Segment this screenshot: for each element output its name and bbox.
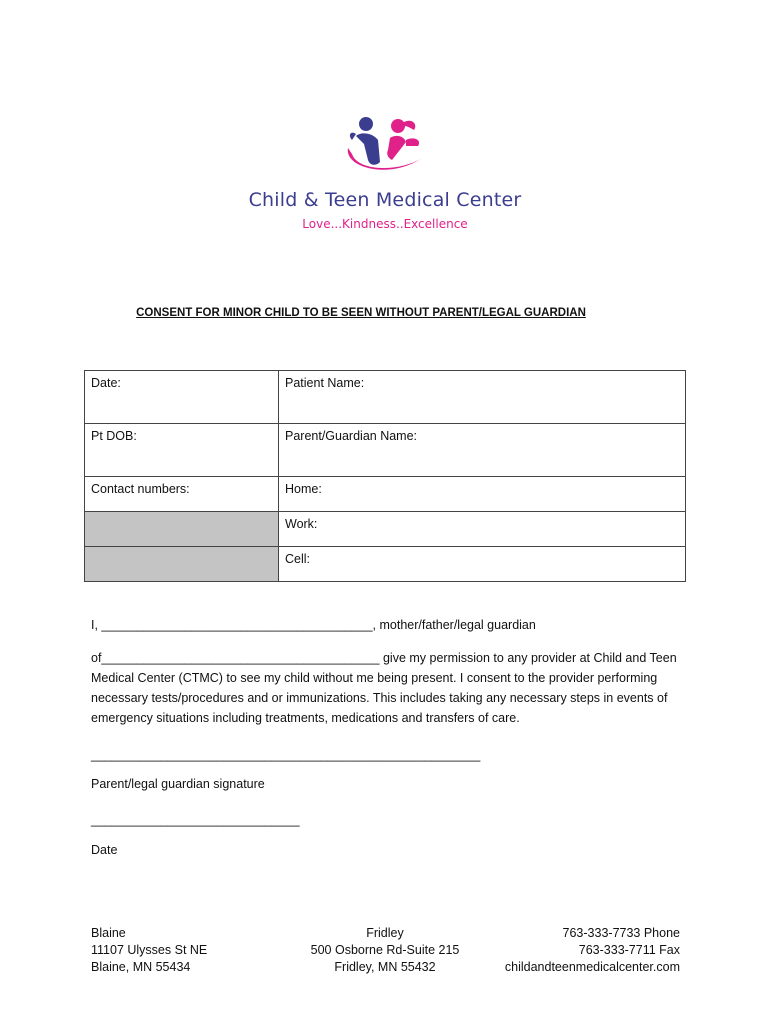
form-title: CONSENT FOR MINOR CHILD TO BE SEEN WITHOUT PARENT/LEGAL GUARDIAN — [136, 307, 586, 319]
date-label: Date — [91, 843, 118, 857]
guardian-name-line[interactable]: I, _______________________________________, mother/father/legal guardian — [91, 618, 536, 632]
consent-paragraph: of________________________________________ give my permission to any provider at Child and Teen Medical Center (CTMC) to see my child without me being present. I consent to the provider performing necessary tests/procedures and or immunizations. This includes taking any necessary steps in events of emergency situations including treatments, medications and transfers of care. — [91, 651, 677, 725]
cell-phone-field[interactable]: Cell: — [279, 547, 686, 582]
footer-line: Fridley — [366, 926, 404, 940]
footer-contact — [480, 925, 680, 976]
table-row — [85, 547, 686, 582]
child-teen-figures-logo — [330, 110, 440, 190]
table-row — [85, 512, 686, 547]
parent-guardian-name-field[interactable]: Parent/Guardian Name: — [279, 424, 686, 477]
patient-info-table — [84, 370, 686, 582]
fax-number: 763-333-7711 Fax — [578, 943, 680, 957]
footer-line: Blaine — [91, 926, 126, 940]
org-tagline: Love...Kindness..Excellence — [302, 217, 468, 231]
signature-label: Parent/legal guardian signature — [91, 777, 265, 791]
date-signature-line[interactable]: ______________________________ — [91, 813, 300, 827]
signature-line[interactable]: ________________________________________________________ — [91, 748, 481, 762]
shaded-cell — [85, 512, 279, 547]
footer-line: Blaine, MN 55434 — [91, 960, 191, 974]
patient-name-field[interactable]: Patient Name: — [279, 371, 686, 424]
footer-line: 500 Osborne Rd-Suite 215 — [310, 943, 460, 957]
table-row — [85, 424, 686, 477]
footer-blaine-address — [91, 925, 207, 976]
date-field[interactable]: Date: — [85, 371, 279, 424]
table-row — [85, 371, 686, 424]
contact-numbers-label: Contact numbers: — [85, 477, 279, 512]
work-phone-field[interactable]: Work: — [279, 512, 686, 547]
org-name: Child & Teen Medical Center — [248, 189, 522, 211]
footer-line: 11107 Ulysses St NE — [91, 943, 208, 957]
home-phone-field[interactable]: Home: — [279, 477, 686, 512]
footer-line: Fridley, MN 55432 — [334, 960, 436, 974]
shaded-cell — [85, 547, 279, 582]
table-row — [85, 477, 686, 512]
footer-fridley-address — [285, 925, 485, 976]
website-link[interactable]: childandteenmedicalcenter.com — [504, 960, 680, 974]
phone-number: 763-333-7733 Phone — [562, 926, 680, 940]
pt-dob-field[interactable]: Pt DOB: — [85, 424, 279, 477]
